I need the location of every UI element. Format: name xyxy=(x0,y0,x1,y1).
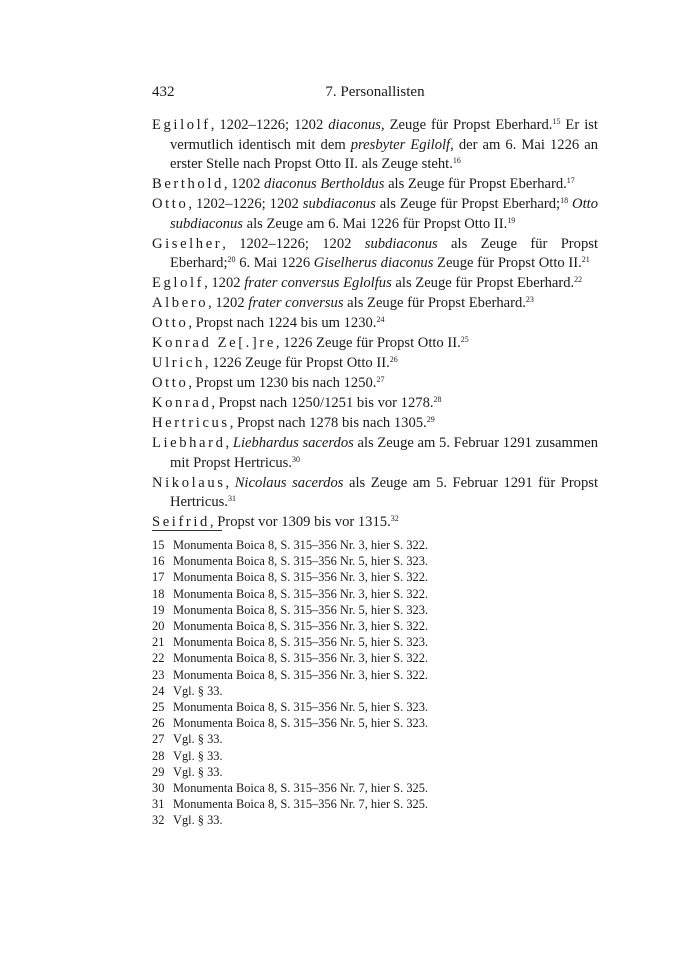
footnote-number: 27 xyxy=(152,732,165,747)
entry-text: Zeuge für Propst Otto II. xyxy=(433,255,582,271)
footnote-number: 32 xyxy=(152,813,165,828)
footnote-number: 22 xyxy=(152,651,165,666)
footnote-text: Vgl. § 33. xyxy=(173,683,223,698)
personnel-entry xyxy=(152,274,598,294)
footnote-text: Monumenta Boica 8, S. 315–356 Nr. 3, hier S. 322. xyxy=(173,538,429,552)
footnote-text: Monumenta Boica 8, S. 315–356 Nr. 3, hier S. 322. xyxy=(173,667,429,682)
latin-quote: frater conversus Eglolfus xyxy=(244,275,392,291)
entry-text: , 1202–1226; 1202 xyxy=(188,196,303,212)
entry-text: , 1226 Zeuge für Propst Otto II. xyxy=(275,335,461,351)
footnote-ref: 24 xyxy=(376,315,385,324)
footnote-number: 25 xyxy=(152,700,165,715)
person-name: Otto xyxy=(152,315,189,331)
footnote-number: 31 xyxy=(152,797,165,812)
footnote-ref: 22 xyxy=(574,275,583,284)
footnote-number: 30 xyxy=(152,781,165,796)
footnote-text: Monumenta Boica 8, S. 315–356 Nr. 5, hier S. 323. xyxy=(173,635,429,650)
footnote-ref: 18 xyxy=(560,196,569,205)
footnote-text: Monumenta Boica 8, S. 315–356 Nr. 7, hier S. 325. xyxy=(173,797,429,812)
footnote-text: Vgl. § 33. xyxy=(173,764,223,779)
footnote-number: 24 xyxy=(152,683,165,698)
footnote xyxy=(152,764,598,780)
footnote-ref: 32 xyxy=(390,514,399,523)
personnel-entry xyxy=(152,434,598,473)
entry-text: , der am 6. Mai 1226 an erster Stelle nach Propst Otto II. als Zeuge steht. xyxy=(170,136,599,172)
personnel-entry xyxy=(152,195,598,234)
footnote-text: Monumenta Boica 8, S. 315–356 Nr. 5, hier S. 323. xyxy=(173,700,429,715)
footnote-ref: 30 xyxy=(292,454,301,464)
person-name: Eglolf xyxy=(152,275,205,291)
person-name: Albero xyxy=(152,295,209,311)
footnote-text: Monumenta Boica 8, S. 315–356 Nr. 5, hier S. 323. xyxy=(173,602,429,617)
personnel-entry xyxy=(152,474,598,513)
footnote xyxy=(152,667,598,683)
person-name: Egilolf xyxy=(152,117,211,133)
footnote xyxy=(152,602,598,618)
latin-quote: diaconus Bertholdus xyxy=(264,176,385,192)
personnel-entry xyxy=(152,414,598,434)
footnote xyxy=(152,586,598,602)
entry-text: als Zeuge für Propst Eberhard. xyxy=(384,176,567,192)
personnel-entry xyxy=(152,374,598,394)
personnel-entry xyxy=(152,235,598,274)
person-name: Konrad xyxy=(152,395,212,411)
footnote-ref: 19 xyxy=(507,215,516,225)
entry-text: als Zeuge am 6. Mai 1226 für Propst Otto II. xyxy=(242,215,508,232)
entry-text: , 1226 Zeuge für Propst Otto II. xyxy=(204,355,390,371)
entry-text: , 1202 xyxy=(204,275,245,291)
page-header xyxy=(152,84,598,106)
latin-quote: Otto subdiaconus xyxy=(170,196,598,232)
footnote-ref: 17 xyxy=(566,176,575,185)
person-name: Ulrich xyxy=(152,355,205,371)
footnote xyxy=(152,650,598,666)
entry-text: als Zeuge für Propst Eberhard; xyxy=(170,235,598,271)
footnote-number: 20 xyxy=(152,619,165,634)
footnote xyxy=(152,699,598,715)
footnote-ref: 15 xyxy=(552,117,561,126)
footnote-number: 28 xyxy=(152,748,165,763)
footnote-text: Vgl. § 33. xyxy=(173,813,223,828)
latin-quote: subdiaconus xyxy=(302,196,376,212)
footnote-text: Monumenta Boica 8, S. 315–356 Nr. 7, hier S. 325. xyxy=(173,781,429,796)
person-name: Otto xyxy=(152,196,189,212)
footnote-number: 19 xyxy=(152,602,165,617)
footnote-text: Monumenta Boica 8, S. 315–356 Nr. 3, hier S. 322. xyxy=(173,570,429,585)
person-name: Konrad Ze[.]re xyxy=(152,335,276,351)
footnote-number: 17 xyxy=(152,570,165,585)
footnote-number: 21 xyxy=(152,635,165,650)
footnote-number: 23 xyxy=(152,667,165,682)
footnote-ref: 26 xyxy=(389,355,398,364)
entry-text: 6. Mai 1226 xyxy=(235,255,314,271)
footnote xyxy=(152,553,598,569)
person-name: Berthold xyxy=(152,176,224,192)
footnote-number: 26 xyxy=(152,716,165,731)
footnote-number: 18 xyxy=(152,586,165,601)
footnote-ref: 16 xyxy=(452,156,461,165)
entry-text: als Zeuge am 5. Februar 1291 zusammen mit Propst Hertricus. xyxy=(170,435,599,471)
entry-text: , Propst nach 1278 bis nach 1305. xyxy=(229,415,427,431)
footnote-number: 29 xyxy=(152,764,165,779)
entry-text: , Propst nach 1224 bis um 1230. xyxy=(188,315,377,331)
footnote-ref: 31 xyxy=(227,494,236,503)
footnote-text: Vgl. § 33. xyxy=(173,732,223,747)
footnote xyxy=(152,715,598,731)
footnote xyxy=(152,780,598,796)
page-number: 432 xyxy=(152,84,175,100)
personnel-entry xyxy=(152,354,598,374)
entry-text: , Propst vor 1309 bis vor 1315. xyxy=(209,514,391,530)
entry-text: , xyxy=(225,435,233,451)
footnote xyxy=(152,748,598,764)
footnote-number: 15 xyxy=(152,538,165,552)
entry-text: , Propst um 1230 bis nach 1250. xyxy=(188,375,377,391)
footnote-text: Monumenta Boica 8, S. 315–356 Nr. 3, hier S. 322. xyxy=(173,651,429,666)
person-name: Otto xyxy=(152,375,189,391)
footnote-text: Monumenta Boica 8, S. 315–356 Nr. 3, hier S. 322. xyxy=(173,619,429,634)
footnote xyxy=(152,537,598,553)
footnote-ref: 28 xyxy=(433,395,442,404)
footnote-ref: 27 xyxy=(376,375,385,384)
entry-text: , xyxy=(225,474,235,491)
person-name: Nikolaus xyxy=(152,474,226,491)
footnote-ref: 29 xyxy=(426,415,435,424)
personnel-entry xyxy=(152,314,598,334)
personnel-entry xyxy=(152,394,598,414)
person-name: Giselher xyxy=(152,235,223,252)
entry-text: , Propst nach 1250/1251 bis vor 1278. xyxy=(211,395,434,411)
footnote-text: Monumenta Boica 8, S. 315–356 Nr. 5, hier S. 323. xyxy=(173,554,429,569)
personnel-entry xyxy=(152,334,598,354)
footnote xyxy=(152,634,598,650)
latin-quote: Nicolaus sacerdos xyxy=(234,474,344,491)
footnote-text: Monumenta Boica 8, S. 315–356 Nr. 5, hier S. 323. xyxy=(173,716,429,731)
latin-quote: Liebhardus sacerdos xyxy=(232,435,354,451)
personnel-entry xyxy=(152,116,598,175)
latin-quote: diaconus xyxy=(328,117,381,133)
personnel-entry xyxy=(152,175,598,195)
footnote xyxy=(152,569,598,585)
footnote-ref: 25 xyxy=(460,335,469,344)
latin-quote: subdiaconus xyxy=(364,235,438,252)
footnote xyxy=(152,618,598,634)
entry-text: als Zeuge am 5. Februar 1291 für Propst Hertricus. xyxy=(170,474,599,510)
footnote-ref: 20 xyxy=(227,255,236,264)
footnote xyxy=(152,731,598,747)
footnote xyxy=(152,683,598,699)
entry-text: Er ist vermutlich identisch mit dem xyxy=(170,117,598,153)
person-name: Liebhard xyxy=(152,435,226,451)
footnote-ref: 23 xyxy=(525,295,534,304)
entry-text: , 1202 xyxy=(208,295,249,311)
footnote-ref: 21 xyxy=(581,255,590,264)
footnote-text: Vgl. § 33. xyxy=(173,748,223,763)
footnote xyxy=(152,812,598,828)
footnote-divider xyxy=(152,530,222,531)
footnotes xyxy=(152,537,598,829)
entry-text: , 1202 xyxy=(223,176,265,192)
person-name: Hertricus xyxy=(152,415,230,431)
entry-text: als Zeuge für Propst Eberhard. xyxy=(343,295,526,311)
latin-quote: Giselherus diaconus xyxy=(313,255,434,271)
person-name: Seifrid xyxy=(152,514,210,530)
entry-text: als Zeuge für Propst Eberhard; xyxy=(375,196,561,212)
running-title: 7. Personallisten xyxy=(325,84,425,100)
footnote xyxy=(152,796,598,812)
latin-quote: presbyter Egilolf xyxy=(350,136,451,153)
entry-text: , 1202–1226; 1202 xyxy=(210,117,329,133)
entry-text: , 1202–1226; 1202 xyxy=(222,235,365,252)
personnel-entry xyxy=(152,294,598,314)
footnote-number: 16 xyxy=(152,554,165,569)
personnel-list xyxy=(152,116,598,533)
footnote-text: Monumenta Boica 8, S. 315–356 Nr. 3, hier S. 322. xyxy=(173,586,429,601)
entry-text: als Zeuge für Propst Eberhard. xyxy=(391,275,575,291)
latin-quote: frater conversus xyxy=(248,295,344,311)
entry-text: , Zeuge für Propst Eberhard. xyxy=(380,117,553,133)
